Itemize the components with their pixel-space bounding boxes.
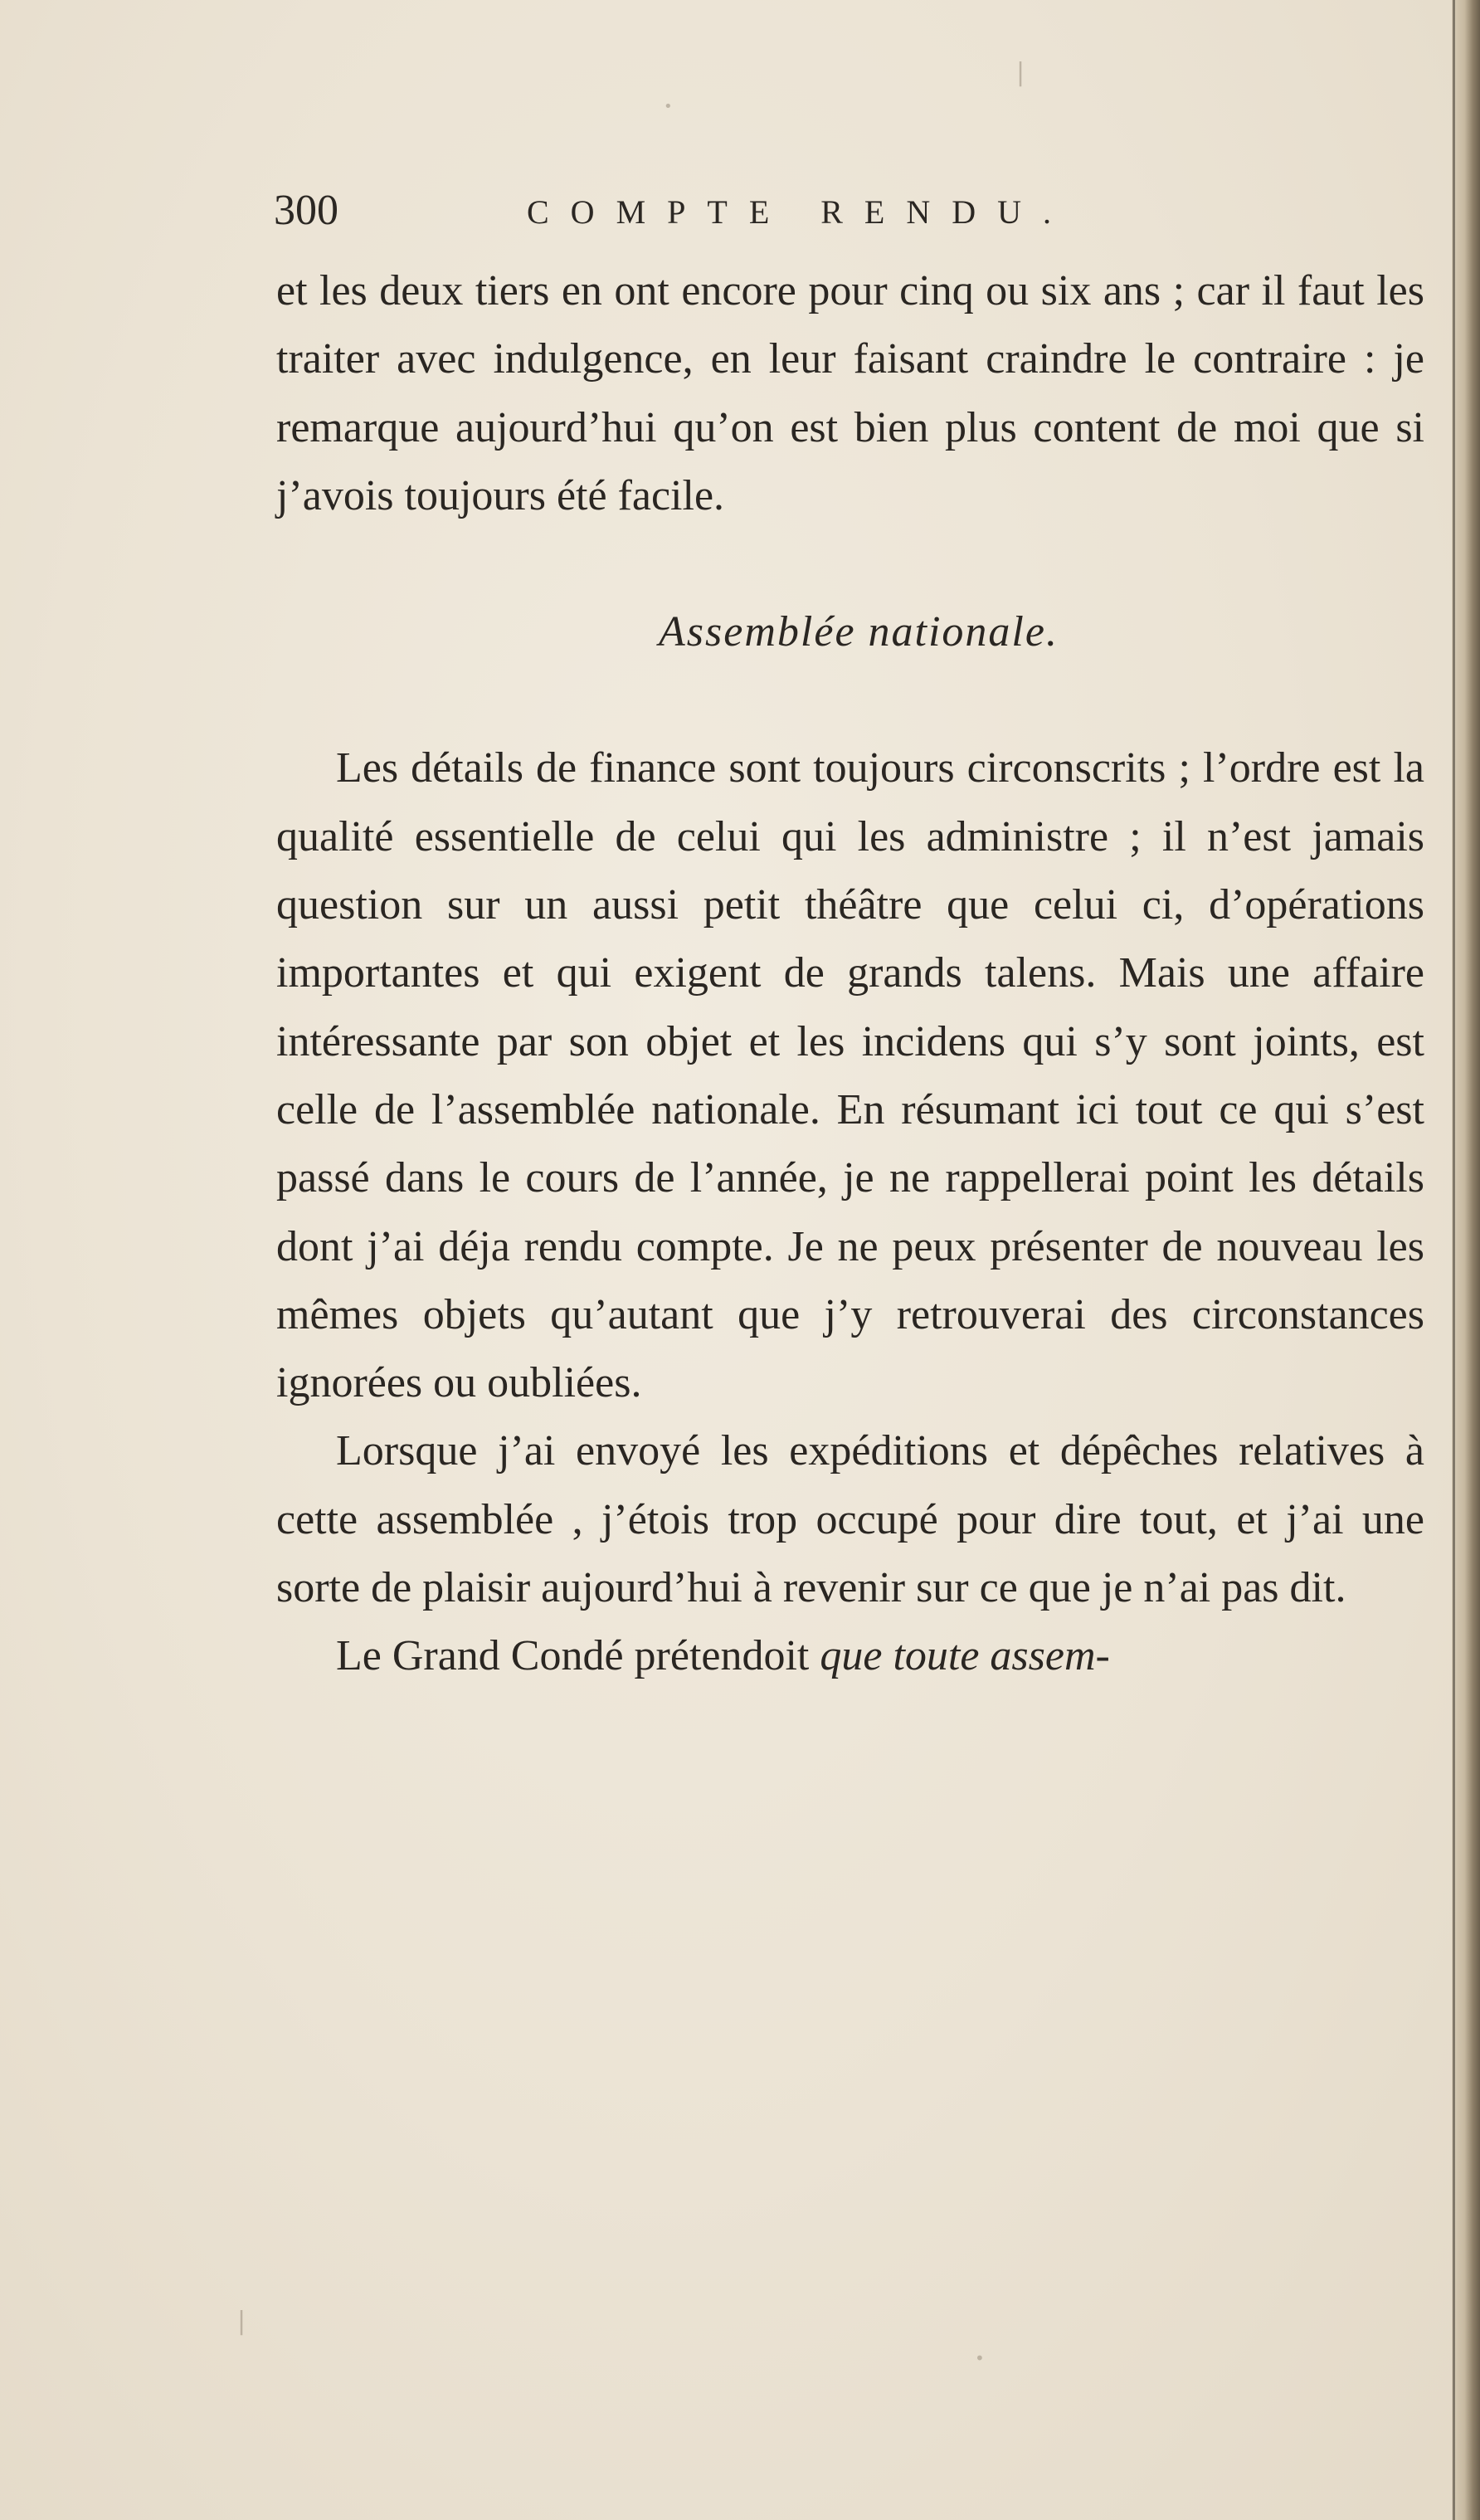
paper-speck: |	[237, 2307, 246, 2336]
running-head: COMPTE RENDU.	[527, 193, 1073, 231]
text-block	[276, 257, 1424, 1691]
paragraph-italic-text: que toute assem-	[820, 1632, 1110, 1680]
paper-speck: •	[664, 98, 673, 115]
section-heading: Assemblée nationale.	[659, 608, 1059, 656]
paragraph	[276, 1622, 1424, 1690]
paper-speck: •	[975, 2348, 985, 2368]
page-edge-shadow	[1452, 0, 1480, 2520]
paper-speck: |	[1016, 58, 1025, 87]
page-header	[274, 184, 1419, 242]
paragraph: Les détails de finance sont toujours circonscrits ; l’ordre est la qualité essentielle de celui qui les administre ; il n’est jamais question sur un aussi petit théâtre que celui ci, d’opérations importantes et qui exigent de grands talens. Mais une affaire intéressante par son objet et les incidens qui s’y sont joints, est celle de l’assemblée nationale. En résumant ici tout ce qui s’est passé dans le cours de l’année, je ne rappellerai point les détails dont j’ai déja rendu compte. Je ne peux présenter de nouveau les mêmes objets qu’autant que j’y retrouverai des circonstances ignorées ou oubliées.	[276, 744, 1424, 1407]
page-edge-line	[1453, 0, 1455, 2520]
paragraph-text: Le Grand Condé prétendoit	[336, 1632, 820, 1680]
page-number: 300	[274, 187, 338, 234]
paragraph: Lorsque j’ai envoyé les expéditions et dépêches relatives à cette assemblée , j’étois trop occupé pour dire tout, et j’ai une sorte de plaisir aujourd’hui à revenir sur ce que je n’ai pas dit.	[276, 1427, 1424, 1612]
opening-paragraph: et les deux tiers en ont encore pour cinq ou six ans ; car il faut les traiter avec indulgence, en leur faisant craindre le contraire : je remarque aujourd’hui qu’on est bien plus content de moi que si j’avois toujours été facile.	[276, 267, 1424, 519]
